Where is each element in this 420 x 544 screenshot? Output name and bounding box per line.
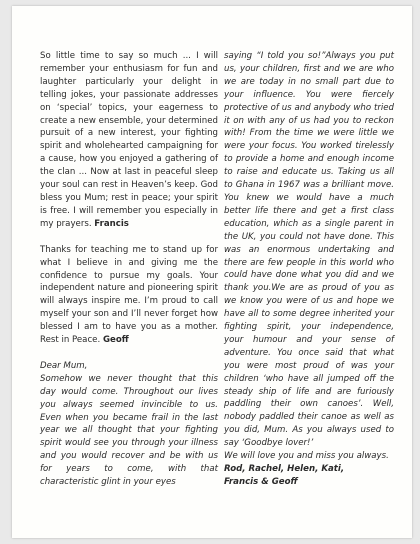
signature-geoff: Geoff (102, 335, 129, 346)
left-column (40, 50, 218, 489)
tribute-text-francis: So little time to say so much ... I will remember your enthusiasm for fun and laughter particularly your delight in telling jokes, your passionate addresses on ‘special’ topics, your eagerness to create a new ensemble, your determined pursuit of a new interest, your fighting spirit and wholehearted campaigning for a cause, how you enjoyed a gathering of the clan ... Now at last in peaceful sleep your soul can rest in Heaven’s keep. God bless you Mum; rest in peace; your spirit is free. I will remember you especially in my prayers. (40, 51, 218, 229)
letter-closing: We will love you and miss you always. (224, 451, 389, 462)
letter-body-continued: saying “I told you so!”Always you put us, your children, first and we are who we are today in no small part due to your influence. You were fiercely protective of us and anybody who tried it on with any of us had you to reckon with! From the time we were little we were your focus. You worked tirelessly to provide a home and enough income to raise and educate us. Taking us all to Ghana in 1967 was a brilliant move. You knew we would have a much better life there and get a first class education, which as a single parent in the UK, you could not have done. This was an enormous undertaking and there are few people in this world who could have done what you did and we thank you.We are as proud of you as we know you were of us and hope we have all to some degree inherited your fighting spirit, your independence, your humour and your sense of adventure. You once said that what you were most proud of was your children ‘who have all jumped off the steady ship of life and are furiously paddling their own canoes’. Well, nobody paddled their canoe as well as you did, Mum. As you always used to say ‘Goodbye lover!’ (224, 51, 394, 449)
letter-salutation: Dear Mum, (40, 360, 88, 371)
tribute-text-geoff: Thanks for teaching me to stand up for what I believe in and giving me the confidence to pursue my goals. Your independent nature and pioneering spirit will always inspire me. I’m proud to call myself your son and I’ll never forget how blessed I am to have you as a mother. Rest in Peace. (40, 244, 218, 346)
paragraph-spacer (40, 231, 218, 244)
letter-signature-line-1: Rod, Rachel, Helen, Kati, (224, 464, 345, 474)
signature-francis: Francis (94, 218, 129, 229)
letter-body-start: Somehow we never thought that this day would come. Throughout our lives you always seemed invincible to us. Even when you became frail in the last year we all thought that your fighting spirit would see you through your illness and you would recover and be with us for years to come, with that characteristic glint in your eyes (40, 373, 218, 488)
right-column (224, 50, 394, 489)
paragraph-spacer (40, 347, 218, 360)
tribute-paragraph-geoff (40, 244, 218, 347)
document-page (12, 6, 412, 538)
tribute-paragraph-francis (40, 50, 218, 231)
letter-signature-line-2: Francis & Geoff (224, 476, 298, 487)
